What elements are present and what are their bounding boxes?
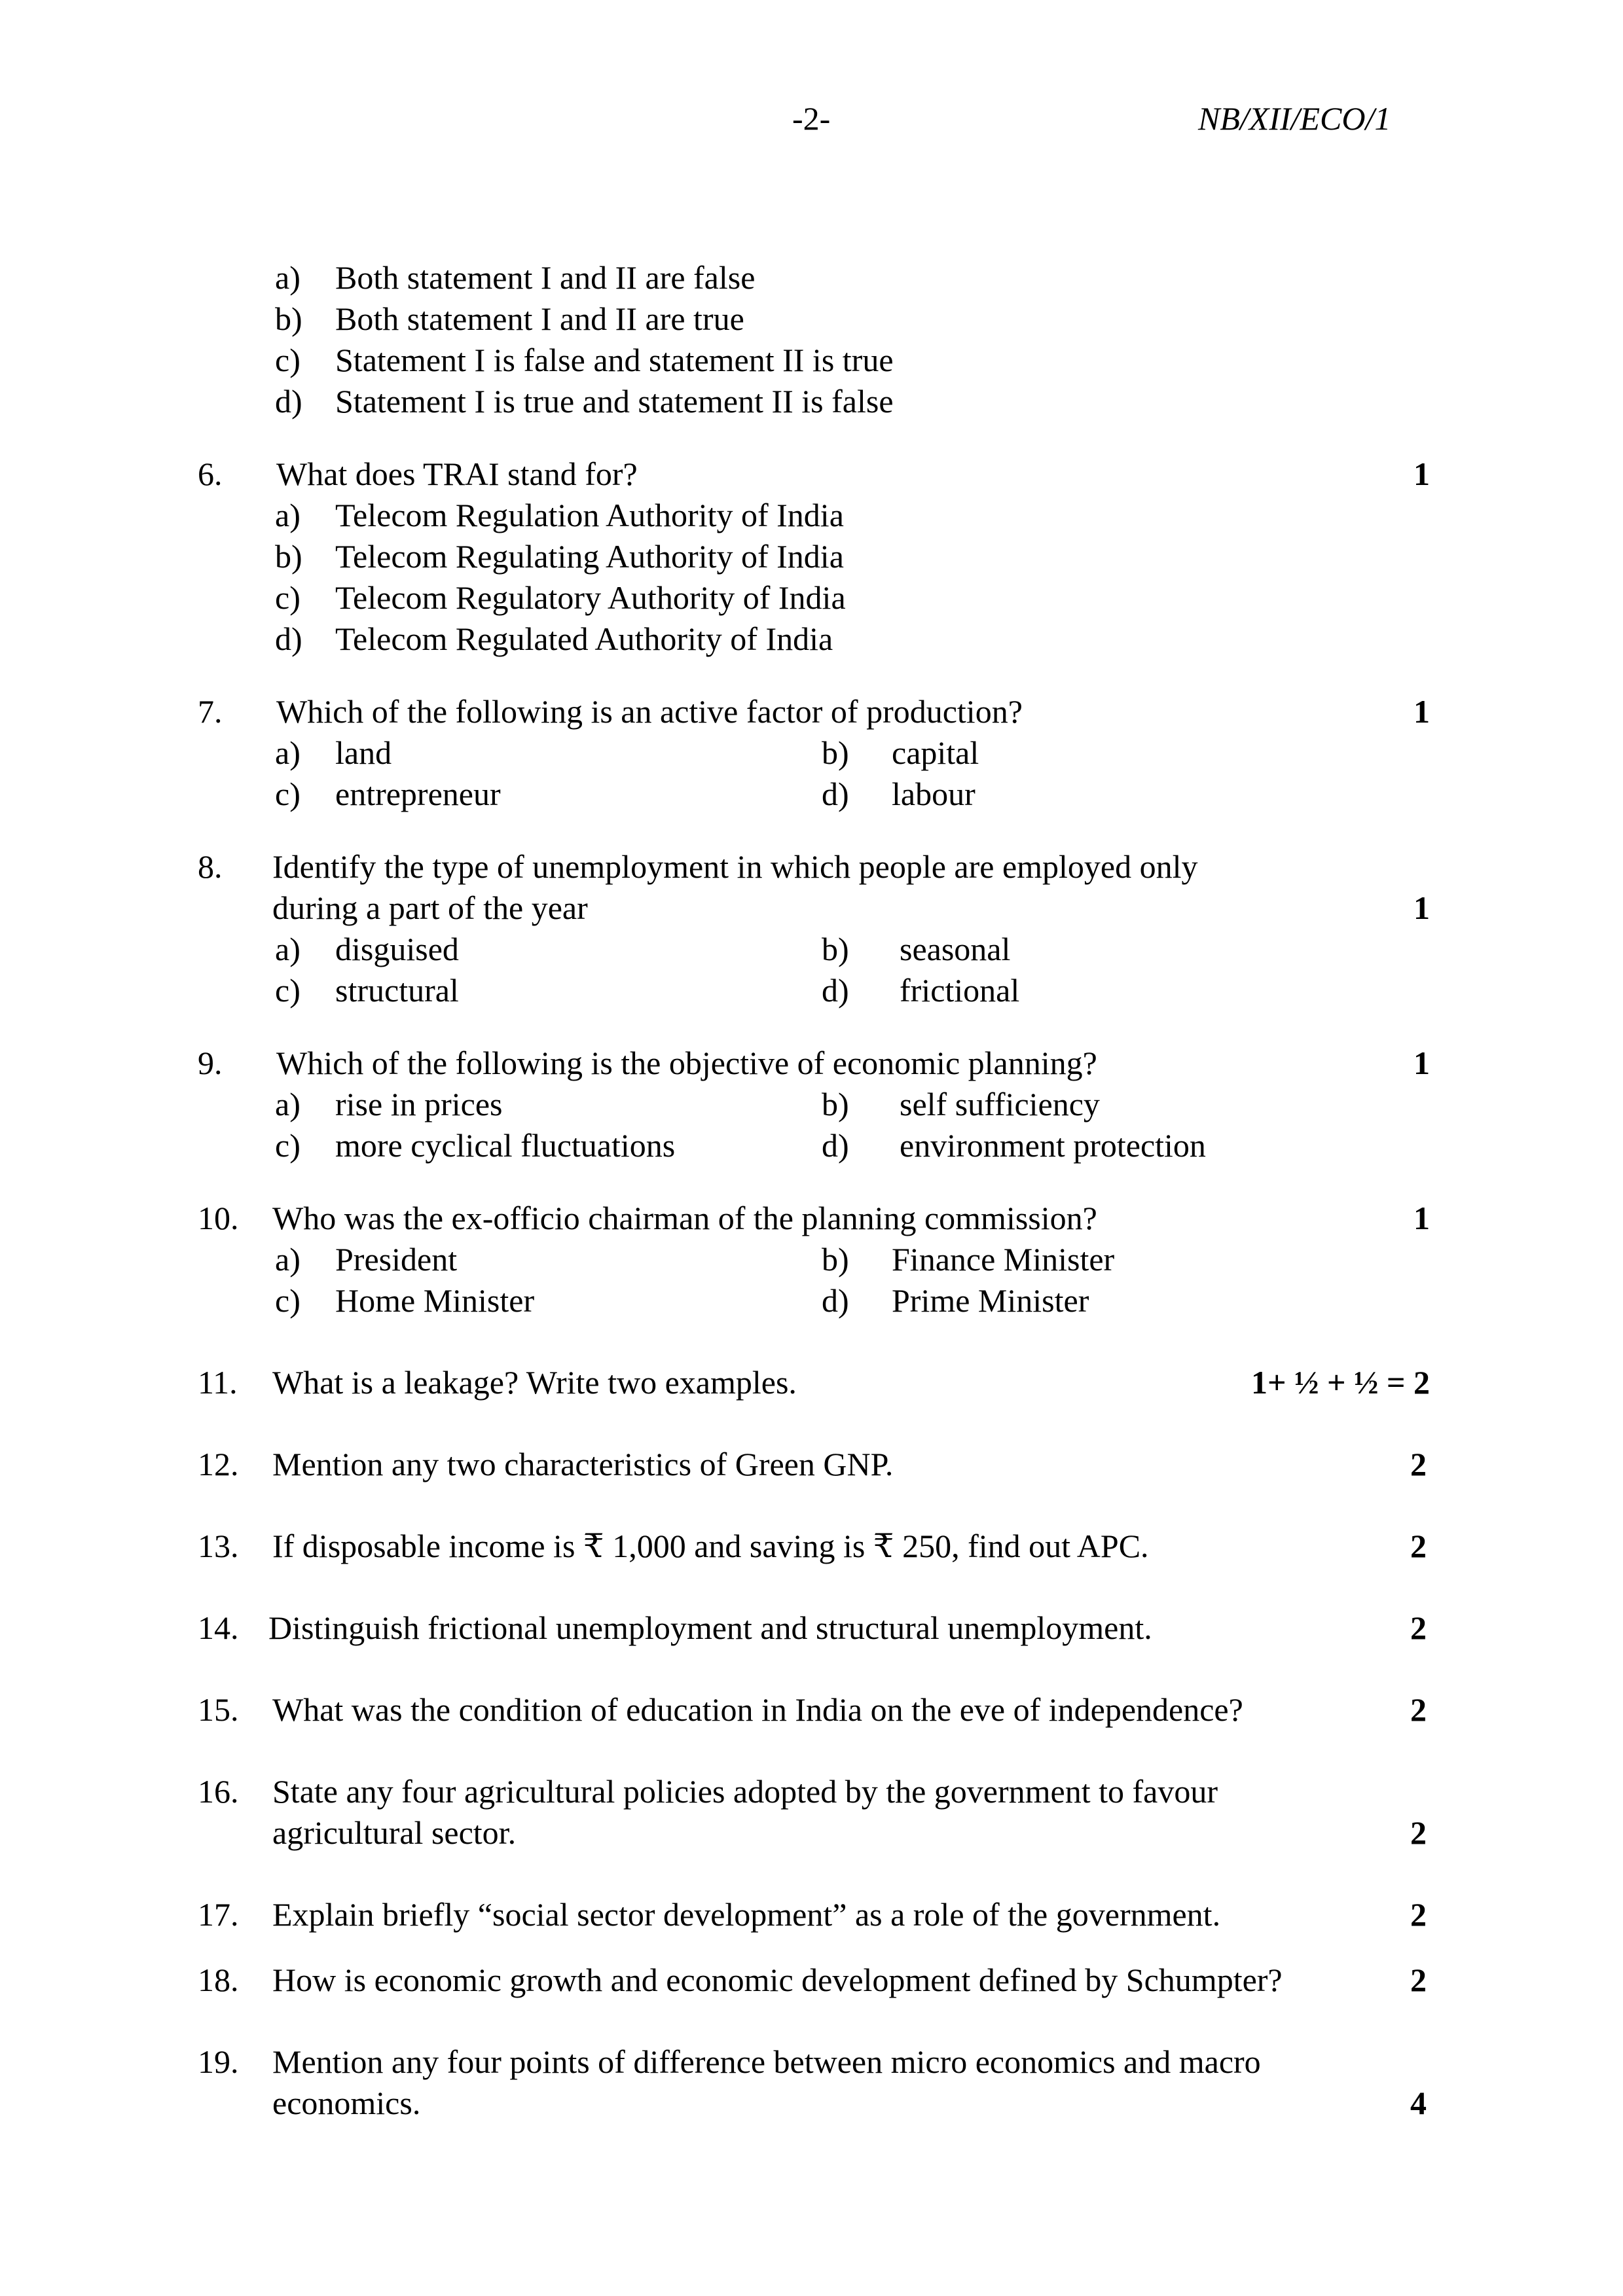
option-letter: d) [822,776,849,812]
option-text: entrepreneur [335,776,501,812]
question-number: 10. [198,1200,239,1236]
option-letter: b) [822,931,849,967]
question-number: 11. [198,1364,238,1401]
question-text: agricultural sector. [272,1814,517,1851]
option-text: disguised [335,931,459,967]
question-marks: 4 [1410,2085,1427,2121]
paper-code: NB/XII/ECO/1 [1198,100,1391,137]
question-number: 15. [198,1691,239,1728]
option-letter: a) [275,734,301,771]
option-text: rise in prices [335,1086,503,1122]
question-text: Identify the type of unemployment in which people are employed only [272,848,1198,885]
question-text: What does TRAI stand for? [276,456,638,492]
option-letter: d) [275,383,302,420]
option-text: structural [335,972,459,1009]
question-number: 12. [198,1446,239,1482]
option-letter: d) [822,1127,849,1164]
option-letter: d) [822,972,849,1009]
question-text: Mention any two characteristics of Green GNP. [272,1446,894,1482]
option-text: labour [892,776,976,812]
option-text: environment protection [900,1127,1206,1164]
option-text: President [335,1241,458,1278]
question-text: Which of the following is the objective of economic planning? [276,1045,1097,1081]
option-text: more cyclical fluctuations [335,1127,676,1164]
question-number: 19. [198,2043,239,2080]
option-text: Telecom Regulation Authority of India [335,497,844,533]
question-marks: 2 [1410,1446,1427,1482]
option-letter: b) [822,1241,849,1278]
question-marks: 1 [1413,1045,1430,1081]
option-letter: a) [275,497,301,533]
question-number: 9. [198,1045,223,1081]
question-marks: 1 [1413,1200,1430,1236]
option-letter: b) [822,1086,849,1122]
option-letter: a) [275,1086,301,1122]
question-text: If disposable income is ₹ 1,000 and saving is ₹ 250, find out APC. [272,1528,1149,1564]
question-marks: 1 [1413,693,1430,730]
option-text: Both statement I and II are false [335,259,756,296]
question-number: 6. [198,456,223,492]
question-number: 13. [198,1528,239,1564]
option-letter: c) [275,776,301,812]
option-letter: c) [275,342,301,378]
question-text: State any four agricultural policies adopted by the government to favour [272,1773,1218,1810]
question-number: 16. [198,1773,239,1810]
option-letter: a) [275,931,301,967]
option-text: Telecom Regulating Authority of India [335,538,844,575]
option-letter: d) [822,1282,849,1319]
option-text: land [335,734,392,771]
question-marks: 1+ ½ + ½ = 2 [1251,1364,1430,1401]
question-text: Explain briefly “social sector development” as a role of the government. [272,1896,1221,1933]
option-text: Finance Minister [892,1241,1115,1278]
question-number: 7. [198,693,223,730]
question-marks: 2 [1410,1896,1427,1933]
option-text: Statement I is true and statement II is false [335,383,894,420]
question-number: 14. [198,1609,239,1646]
option-text: Home Minister [335,1282,535,1319]
question-text: What was the condition of education in India on the eve of independence? [272,1691,1243,1728]
page-number: -2- [792,100,831,137]
option-letter: d) [275,620,302,657]
option-letter: a) [275,259,301,296]
question-number: 18. [198,1962,239,1998]
option-letter: c) [275,1127,301,1164]
question-marks: 2 [1410,1609,1427,1646]
question-text: Who was the ex-officio chairman of the planning commission? [272,1200,1097,1236]
question-number: 17. [198,1896,239,1933]
question-marks: 2 [1410,1814,1427,1851]
option-letter: b) [822,734,849,771]
option-letter: a) [275,1241,301,1278]
option-letter: b) [275,300,302,337]
question-text: Distinguish frictional unemployment and structural unemployment. [268,1609,1152,1646]
option-text: frictional [900,972,1020,1009]
question-number: 8. [198,848,223,885]
option-text: Prime Minister [892,1282,1089,1319]
question-marks: 2 [1410,1528,1427,1564]
option-letter: c) [275,579,301,616]
option-text: self sufficiency [900,1086,1100,1122]
option-text: Telecom Regulatory Authority of India [335,579,846,616]
option-text: Statement I is false and statement II is true [335,342,894,378]
question-marks: 2 [1410,1691,1427,1728]
question-text: during a part of the year [272,889,588,926]
option-letter: c) [275,972,301,1009]
question-marks: 2 [1410,1962,1427,1998]
question-text: economics. [272,2085,421,2121]
option-letter: b) [275,538,302,575]
question-text: Mention any four points of difference between micro economics and macro [272,2043,1261,2080]
question-marks: 1 [1413,889,1430,926]
option-text: Telecom Regulated Authority of India [335,620,833,657]
question-text: What is a leakage? Write two examples. [272,1364,797,1401]
option-text: capital [892,734,979,771]
option-text: Both statement I and II are true [335,300,744,337]
option-letter: c) [275,1282,301,1319]
question-text: How is economic growth and economic development defined by Schumpter? [272,1962,1283,1998]
question-text: Which of the following is an active factor of production? [276,693,1023,730]
option-text: seasonal [900,931,1011,967]
question-marks: 1 [1413,456,1430,492]
